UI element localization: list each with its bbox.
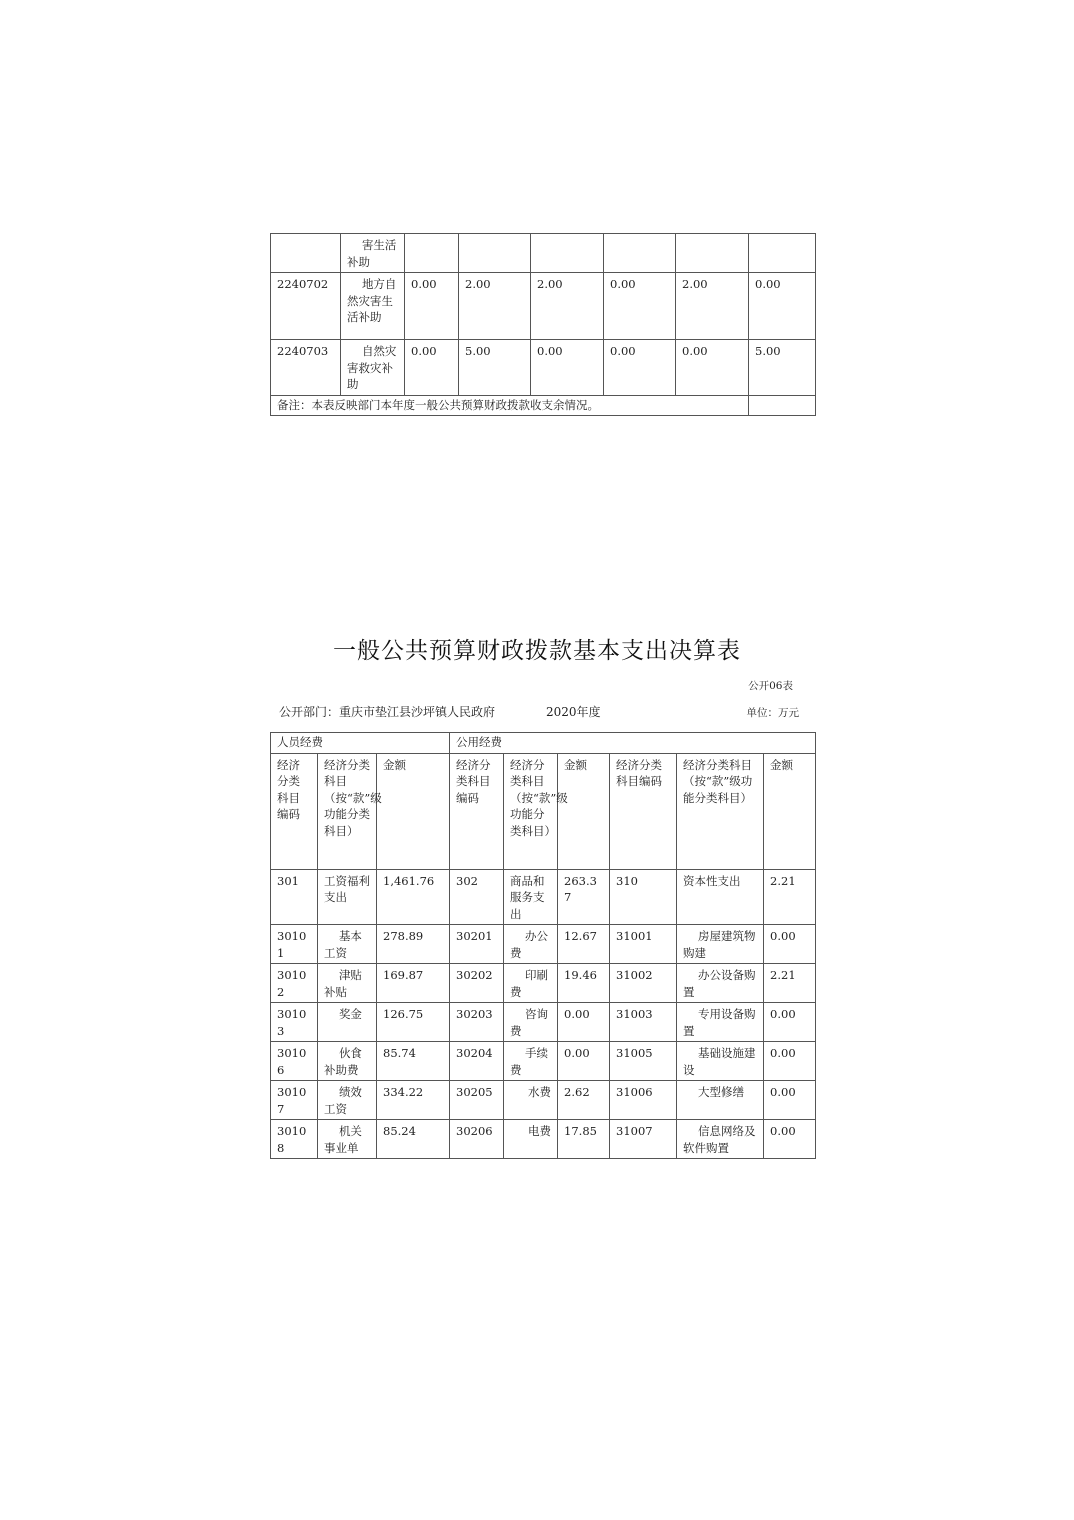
cell: 0.00 bbox=[531, 340, 604, 396]
cell: 126.75 bbox=[377, 1003, 450, 1042]
cell: 310 bbox=[610, 869, 677, 925]
cell: 办公设备购置 bbox=[677, 964, 764, 1003]
cell: 奖金 bbox=[318, 1003, 377, 1042]
cell: 2.21 bbox=[764, 964, 816, 1003]
cell bbox=[676, 234, 749, 273]
table-row bbox=[271, 340, 816, 396]
cell: 31005 bbox=[610, 1042, 677, 1081]
table-number: 公开06表 bbox=[748, 680, 793, 692]
cell: 专用设备购置 bbox=[677, 1003, 764, 1042]
cell: 机关事业单 bbox=[318, 1120, 377, 1159]
cell: 0.00 bbox=[405, 273, 459, 340]
table-row bbox=[271, 273, 816, 340]
table-row bbox=[271, 1120, 816, 1159]
cell: 31003 bbox=[610, 1003, 677, 1042]
group-header-row bbox=[271, 733, 816, 754]
col-header: 经济分类科目编码 bbox=[271, 753, 318, 869]
col-header: 经济分类科目（按“款”级功能分类科目） bbox=[504, 753, 558, 869]
cell bbox=[749, 234, 816, 273]
cell: 17.85 bbox=[558, 1120, 610, 1159]
group-personnel: 人员经费 bbox=[271, 733, 450, 754]
cell: 30101 bbox=[271, 925, 318, 964]
row-name: 地方自然灾害生活补助 bbox=[341, 273, 405, 340]
col-header: 经济分类科目编码 bbox=[610, 753, 677, 869]
cell: 30106 bbox=[271, 1042, 318, 1081]
cell: 30107 bbox=[271, 1081, 318, 1120]
cell: 基本工资 bbox=[318, 925, 377, 964]
group-public: 公用经费 bbox=[450, 733, 816, 754]
cell: 0.00 bbox=[558, 1042, 610, 1081]
note-row bbox=[271, 395, 816, 416]
cell: 169.87 bbox=[377, 964, 450, 1003]
col-header: 经济分类科目（按“款”级功能分类科目） bbox=[677, 753, 764, 869]
cell: 0.00 bbox=[764, 925, 816, 964]
cell bbox=[749, 395, 816, 416]
cell: 伙食补助费 bbox=[318, 1042, 377, 1081]
cell: 30202 bbox=[450, 964, 504, 1003]
cell: 0.00 bbox=[749, 273, 816, 340]
cell: 30201 bbox=[450, 925, 504, 964]
col-header: 经济分类科目（按“款”级功能分类科目） bbox=[318, 753, 377, 869]
cell: 301 bbox=[271, 869, 318, 925]
cell: 30205 bbox=[450, 1081, 504, 1120]
cell bbox=[531, 234, 604, 273]
cell: 2.00 bbox=[676, 273, 749, 340]
cell: 2.21 bbox=[764, 869, 816, 925]
cell: 334.22 bbox=[377, 1081, 450, 1120]
cell: 85.24 bbox=[377, 1120, 450, 1159]
table-row bbox=[271, 964, 816, 1003]
cell: 302 bbox=[450, 869, 504, 925]
page-title: 一般公共预算财政拨款基本支出决算表 bbox=[333, 638, 741, 664]
cell: 0.00 bbox=[405, 340, 459, 396]
cell: 工资福利支出 bbox=[318, 869, 377, 925]
cell: 办公费 bbox=[504, 925, 558, 964]
row-code: 2240703 bbox=[271, 340, 341, 396]
cell: 0.00 bbox=[676, 340, 749, 396]
cell: 2.00 bbox=[459, 273, 531, 340]
column-header-row bbox=[271, 753, 816, 869]
cell: 263.37 bbox=[558, 869, 610, 925]
cell: 印刷费 bbox=[504, 964, 558, 1003]
table-note: 备注：本表反映部门本年度一般公共预算财政拨款收支余情况。 bbox=[271, 395, 749, 416]
unit-label: 单位：万元 bbox=[746, 707, 799, 719]
table-row bbox=[271, 869, 816, 925]
income-expense-table bbox=[270, 233, 816, 416]
cell: 0.00 bbox=[764, 1081, 816, 1120]
cell: 19.46 bbox=[558, 964, 610, 1003]
table-row bbox=[271, 234, 816, 273]
cell: 咨询费 bbox=[504, 1003, 558, 1042]
cell: 30203 bbox=[450, 1003, 504, 1042]
cell: 2.62 bbox=[558, 1081, 610, 1120]
cell: 0.00 bbox=[764, 1042, 816, 1081]
cell: 商品和服务支出 bbox=[504, 869, 558, 925]
cell: 手续费 bbox=[504, 1042, 558, 1081]
cell: 1,461.76 bbox=[377, 869, 450, 925]
row-name: 自然灾害救灾补助 bbox=[341, 340, 405, 396]
cell: 津贴补贴 bbox=[318, 964, 377, 1003]
cell: 30204 bbox=[450, 1042, 504, 1081]
cell: 绩效工资 bbox=[318, 1081, 377, 1120]
table-row bbox=[271, 925, 816, 964]
cell: 31002 bbox=[610, 964, 677, 1003]
table-row bbox=[271, 1042, 816, 1081]
cell: 0.00 bbox=[604, 340, 676, 396]
year-label: 2020年度 bbox=[546, 705, 601, 719]
cell: 0.00 bbox=[558, 1003, 610, 1042]
cell: 房屋建筑物购建 bbox=[677, 925, 764, 964]
col-header: 金额 bbox=[764, 753, 816, 869]
cell: 278.89 bbox=[377, 925, 450, 964]
basic-expenditure-table bbox=[270, 732, 816, 1159]
cell: 85.74 bbox=[377, 1042, 450, 1081]
cell: 0.00 bbox=[764, 1120, 816, 1159]
cell: 水费 bbox=[504, 1081, 558, 1120]
cell bbox=[459, 234, 531, 273]
cell: 31001 bbox=[610, 925, 677, 964]
cell: 5.00 bbox=[749, 340, 816, 396]
row-code: 2240702 bbox=[271, 273, 341, 340]
cell: 0.00 bbox=[604, 273, 676, 340]
cell: 30102 bbox=[271, 964, 318, 1003]
row-code bbox=[271, 234, 341, 273]
table-row bbox=[271, 1003, 816, 1042]
cell: 信息网络及软件购置 bbox=[677, 1120, 764, 1159]
cell: 基础设施建设 bbox=[677, 1042, 764, 1081]
cell: 12.67 bbox=[558, 925, 610, 964]
cell: 30103 bbox=[271, 1003, 318, 1042]
cell: 资本性支出 bbox=[677, 869, 764, 925]
col-header: 经济分类科目编码 bbox=[450, 753, 504, 869]
department-label: 公开部门：重庆市垫江县沙坪镇人民政府 bbox=[279, 705, 496, 719]
cell: 30108 bbox=[271, 1120, 318, 1159]
cell: 大型修缮 bbox=[677, 1081, 764, 1120]
cell bbox=[405, 234, 459, 273]
table-row bbox=[271, 1081, 816, 1120]
cell: 30206 bbox=[450, 1120, 504, 1159]
cell: 31006 bbox=[610, 1081, 677, 1120]
col-header: 金额 bbox=[377, 753, 450, 869]
cell: 电费 bbox=[504, 1120, 558, 1159]
cell: 5.00 bbox=[459, 340, 531, 396]
cell: 31007 bbox=[610, 1120, 677, 1159]
cell: 0.00 bbox=[764, 1003, 816, 1042]
cell: 2.00 bbox=[531, 273, 604, 340]
row-name: 害生活补助 bbox=[341, 234, 405, 273]
cell bbox=[604, 234, 676, 273]
col-header: 金额 bbox=[558, 753, 610, 869]
